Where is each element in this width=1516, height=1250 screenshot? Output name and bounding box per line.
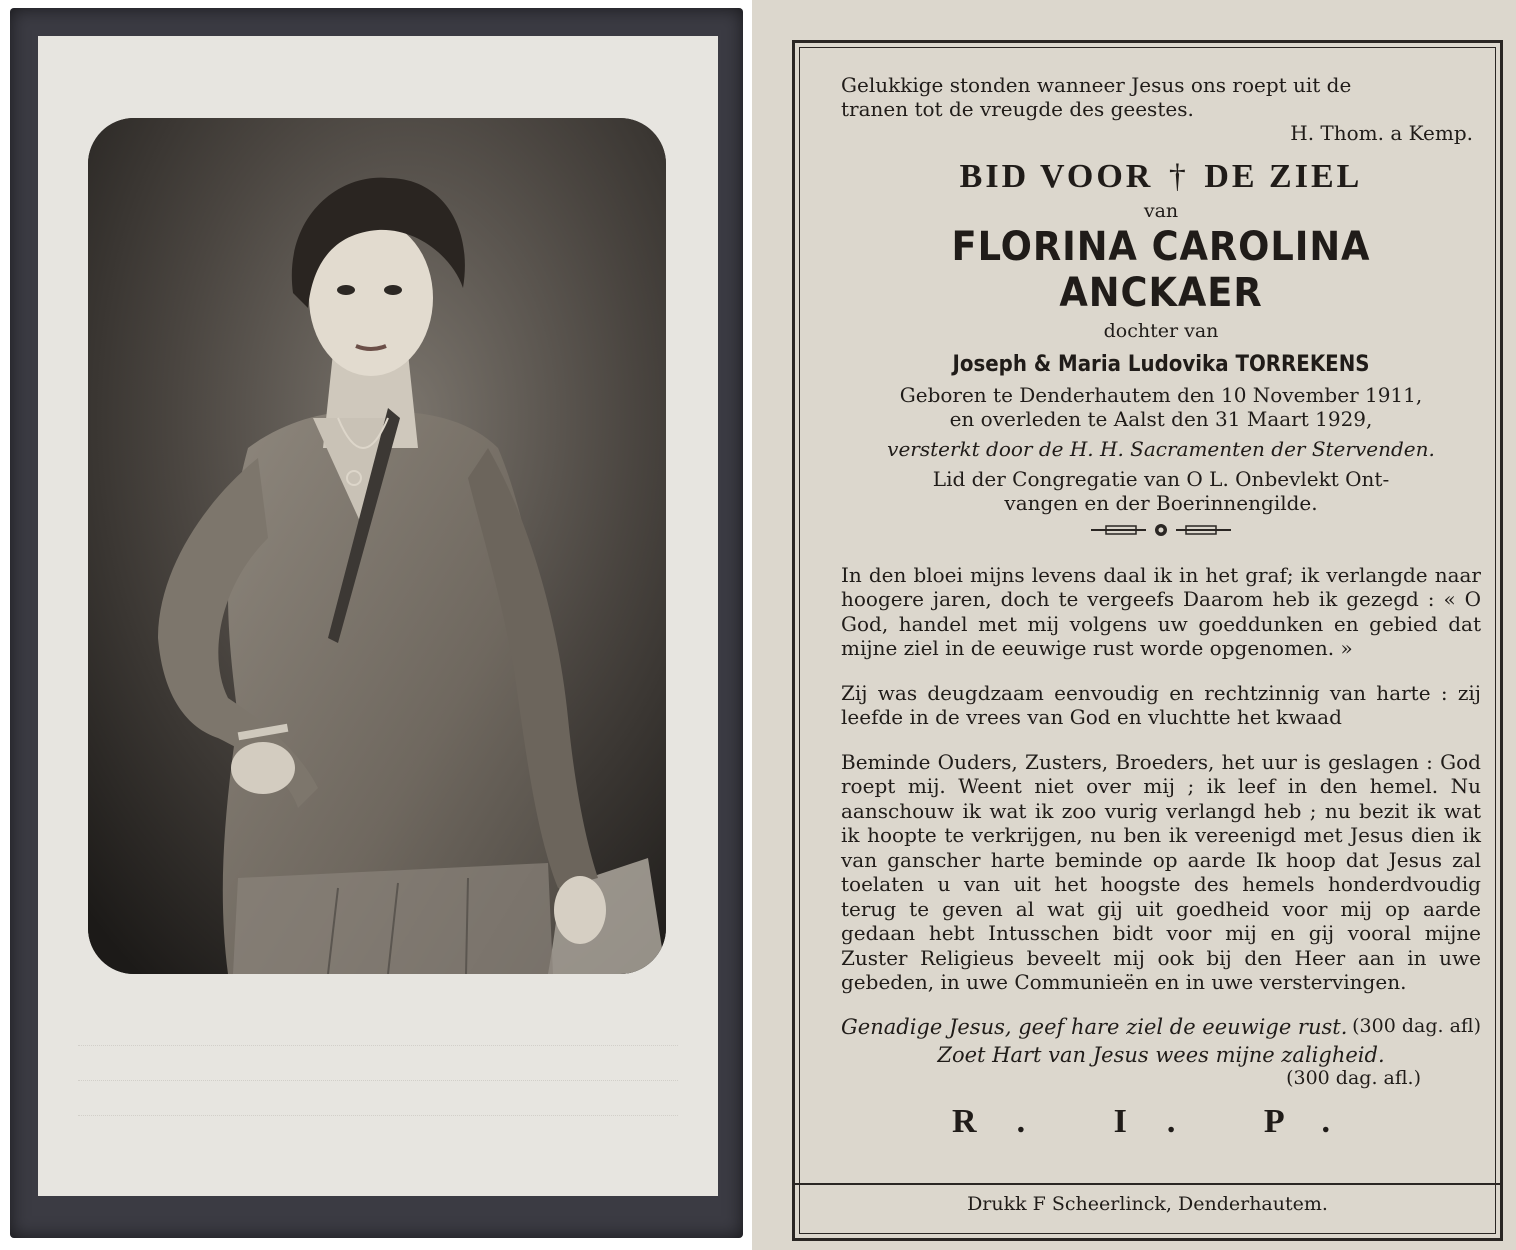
membership-line-1: Lid der Congregatie van O L. Onbevlekt Ont- [932,466,1390,491]
memorial-content [841,73,1481,1141]
prayer-2: Zoet Hart van Jesus wees mijne zaligheid. [937,1042,1385,1067]
quote-line-1: Gelukkige stonden wanneer Jesus ons roept uit de [841,73,1352,97]
photo-card [10,8,743,1238]
membership-line-2: vangen en der Boerinnengilde. [1004,490,1318,515]
sacraments-line: versterkt door de H. H. Sacramenten der Stervenden. [887,436,1435,461]
card-border [792,40,1503,1241]
paragraph-2: Zij was deugdzaam eenvoudig en rechtzinnig van harte : zij leefde in de vrees van God en vluchtte het kwaad [841,680,1481,729]
ornament-divider-icon [841,521,1481,543]
photo-mount [38,36,718,1196]
deceased-name: FLORINA CAROLINA ANCKAER [951,223,1371,316]
rip-text: R. I. P. [952,1102,1370,1140]
faded-back-print [78,1011,678,1116]
paragraph-3: Beminde Ouders, Zusters, Broeders, het uur is geslagen : God roept mij. Weent niet over mij ; ik leef in den hemel. Nu aanschouw ik wat ik zoo vurig verlangd heb ; nu bezit ik wat ik hoopte te verkrijgen, nu ben ik vereenigd met Jesus dien ik van ganscher harte beminde op aarde Ik hoop dat Jesus zal toelaten u van uit het hoogste des hemels honderdvoudig terug te geven al wat gij uit goedheid voor mij op aarde gedaan hebt Intusschen bidt voor mij en gij vooral mijne Zuster Religieus beveelt mij ook bij den Heer aan in uwe gebeden, in uwe Communieën en in uwe verstervingen. [841,749,1481,994]
parents-names: Joseph & Maria Ludovika TORREKENS [952,351,1370,377]
printer-divider [795,1183,1500,1185]
quote-line-2: tranen tot de vreugde des geestes. [841,97,1194,121]
prayer-1: Genadige Jesus, geef hare ziel de eeuwige rust. [841,1014,1348,1039]
prayer-heading [841,158,1481,196]
daughter-of-label: dochter van [1103,319,1219,342]
indulgence-2: (300 dag. afl.) [1286,1066,1421,1089]
quote-attribution: H. Thom. a Kemp. [1290,121,1473,145]
van-label: van [1143,199,1179,222]
died-line: en overleden te Aalst den 31 Maart 1929, [949,406,1373,431]
cross-icon: † [1168,157,1189,195]
portrait-photo [88,118,666,974]
indulgence-1: (300 dag. afl) [1352,1014,1481,1037]
memorial-text-card [752,0,1516,1250]
heading-left: BID VOOR [959,157,1154,195]
born-line: Geboren te Denderhautem den 10 November 1911, [899,382,1423,407]
printer-credit: Drukk F Scheerlinck, Denderhautem. [967,1193,1328,1215]
paragraph-1: In den bloei mijns levens daal ik in het graf; ik verlangde naar hoogere jaren, doch te vergeefs Daarom heb ik gezegd : « O God, handel met mij volgens uw goeddunken en gebied dat mijne ziel in de eeuwige rust worde opgenomen. » [841,562,1481,660]
heading-right: DE ZIEL [1204,157,1363,195]
